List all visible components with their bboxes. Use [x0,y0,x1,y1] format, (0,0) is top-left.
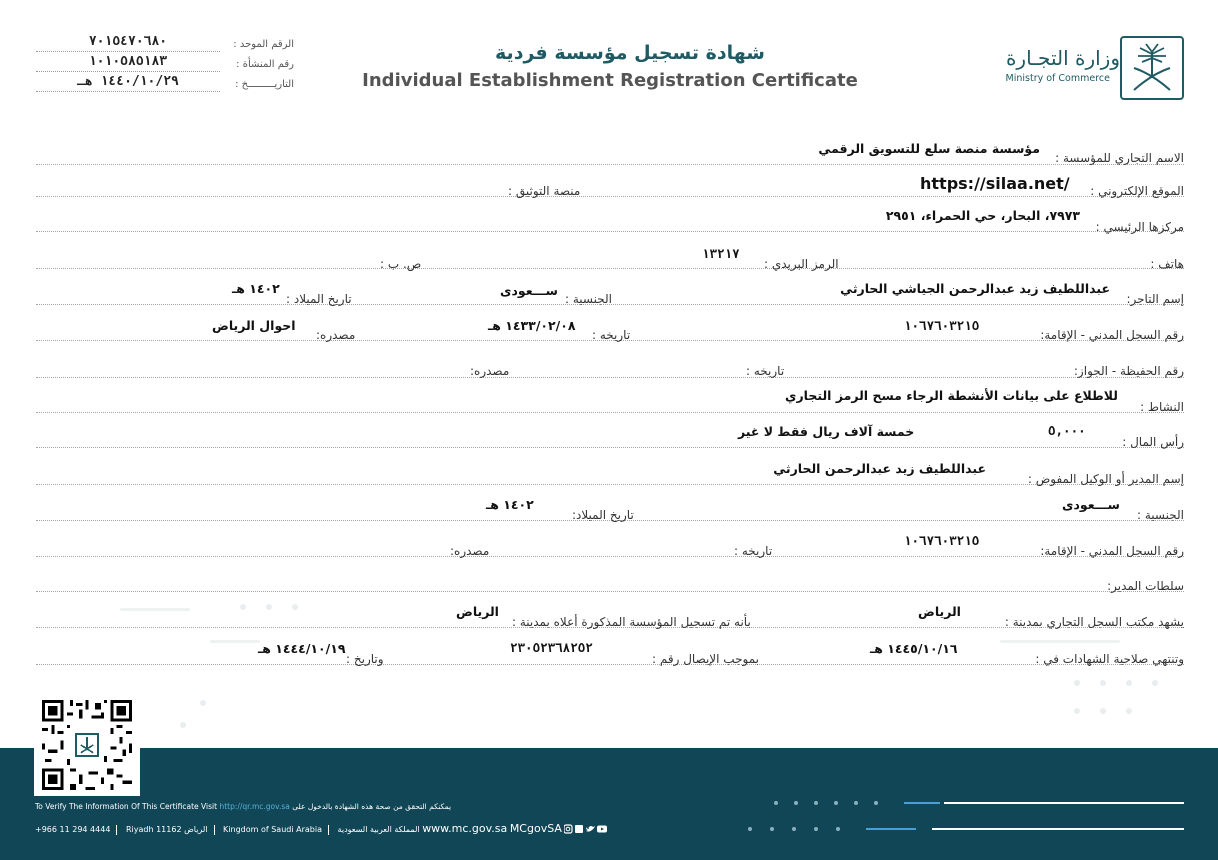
header-date-row [36,74,294,94]
trader-name: عبداللطيف زيد عبدالرحمن الجياشي الحارثي [840,281,1110,296]
footer-kingdom-ar: المملكة العربية السعودية [337,825,420,834]
saudi-emblem-logo [1120,36,1184,100]
website-label: الموقع الإلكتروني : [1090,184,1184,198]
manager-source-label: مصدره: [450,544,490,558]
manager-issue-date-label: تاريخه : [734,544,773,558]
capital-label: رأس المال : [1122,435,1184,449]
manager-nationality-label: الجنسية : [1137,508,1184,522]
footer-riyadh-ar: الرياض [184,825,208,834]
unified-number-row [36,34,294,54]
trade-name: مؤسسة منصة سلع للتسويق الرقمي [818,141,1040,156]
postal-code: ١٣٢١٧ [702,246,740,261]
footer-riyadh-en: Riyadh 11162 [125,825,182,834]
passport-source-label: مصدره: [470,364,510,378]
validity-label: وتنتهي صلاحية الشهادات في : [1035,652,1184,666]
manager-powers-label: سلطات المدير: [1107,579,1184,593]
footer-website-link[interactable]: www.mc.gov.sa [422,822,508,835]
receipt-date-label: وتاريخ : [346,652,384,666]
verify-text [35,802,451,811]
receipt-date: ١٤٤٤/١٠/١٩ هـ [258,641,346,656]
nationality-value: ســـعودى [500,283,558,298]
ministry-name-en: Ministry of Commerce [1005,73,1110,84]
ministry-name-ar: وزارة التجـارة [1005,46,1120,70]
receipt-number: ٢٣٠٥٢٣٦٨٢٥٢ [510,640,593,655]
source-value: احوال الرياض [212,318,296,333]
manager-name-label: إسم المدير أو الوكيل المفوض : [1027,472,1184,486]
issue-date: ١٤٣٣/٠٢/٠٨ هـ [488,318,576,333]
establishment-number: ١٠١٠٥٨٥١٨٣ [88,54,168,69]
manager-civil-id-label: رقم السجل المدني - الإقامة: [1040,544,1184,558]
passport-date-label: تاريخه : [746,364,785,378]
issue-date-label: تاريخه : [592,328,631,342]
registered-city: الرياض [456,604,499,619]
civil-id: ١٠٦٧٦٠٣٢١٥ [904,318,980,333]
receipt-label: بموجب الإيصال رقم : [652,652,759,666]
header-date-label: التاريـــــــــخ : [235,79,294,90]
capital-number: ٥,٠٠٠ [1048,423,1086,438]
manager-birth-label: تاريخ الميلاد: [572,508,634,522]
manager-name: عبداللطيف زيد عبدالرحمن الحارثي [773,461,986,476]
office-label: يشهد مكتب السجل التجاري بمدينة : [1004,615,1184,629]
footer-kingdom-en: Kingdom of Saudi Arabia [223,825,322,834]
unified-number-label: الرقم الموحد : [233,39,294,50]
activity-value: للاطلاع على بيانات الأنشطة الرجاء مسح الرمز التجاري [785,388,1118,403]
footer-social-handle: MCgovSA [509,822,562,835]
po-box-label: ص. ب : [380,257,422,271]
certificate-title-ar: شهادة تسجيل مؤسسة فردية [495,42,765,64]
hq-address: ٧٩٧٣، البحار، حي الحمراء، ٢٩٥١ [885,208,1080,223]
twitter-icon [586,826,595,832]
social-icons [564,824,608,836]
nationality-label: الجنسية : [565,292,612,306]
phone-label: هاتف : [1150,257,1184,271]
hq-label: مركزها الرئيسي : [1095,220,1184,234]
header-date: ١٤٤٠/١٠/٢٩ هـ [77,74,179,89]
trader-name-label: إسم التاجر: [1126,292,1184,306]
verification-qr-code[interactable] [34,694,140,796]
establishment-number-row [36,54,294,74]
postal-code-label: الرمز البريدي : [764,257,839,271]
verify-text-en: To Verify The Information Of This Certificate Visit [35,802,218,811]
office-city: الرياض [918,604,961,619]
birth-date: ١٤٠٢ هـ [232,281,280,296]
source-label: مصدره: [316,328,356,342]
manager-birth-date: ١٤٠٢ هـ [486,497,534,512]
verify-url-link[interactable]: http://qr.mc.gov.sa [219,802,290,811]
civil-id-label: رقم السجل المدني - الإقامة: [1040,328,1184,342]
manager-nationality: ســـعودى [1062,497,1120,512]
capital-words: خمسة آلاف ريال فقط لا غير [738,424,915,439]
manager-civil-id: ١٠٦٧٦٠٣٢١٥ [904,533,980,548]
certificate-title-en: Individual Establishment Registration Certificate [362,70,858,91]
unified-number: ٧٠١٥٤٧٠٦٨٠ [88,34,168,49]
registered-label: بأنه تم تسجيل المؤسسة المذكورة أعلاه بمدينة : [512,615,751,629]
birth-date-label: تاريخ الميلاد : [286,292,352,306]
establishment-number-label: رقم المنشأة : [236,59,294,70]
facebook-icon [575,825,583,833]
activity-label: النشاط : [1140,400,1184,414]
instagram-icon [564,825,572,833]
validity-date: ١٤٤٥/١٠/١٦ هـ [870,641,958,656]
footer-phone: +966 11 294 4444 [35,825,111,834]
contact-line [35,822,608,836]
website-value: https://silaa.net/ [920,174,1070,193]
auth-platform-label: منصة التوثيق : [508,184,581,198]
verify-text-ar: يمكنكم التحقق من صحة هذه الشهادة بالدخول على [292,802,452,811]
passport-label: رقم الحفيظة - الجواز: [1073,364,1184,378]
trade-name-label: الاسم التجاري للمؤسسة : [1055,151,1184,165]
